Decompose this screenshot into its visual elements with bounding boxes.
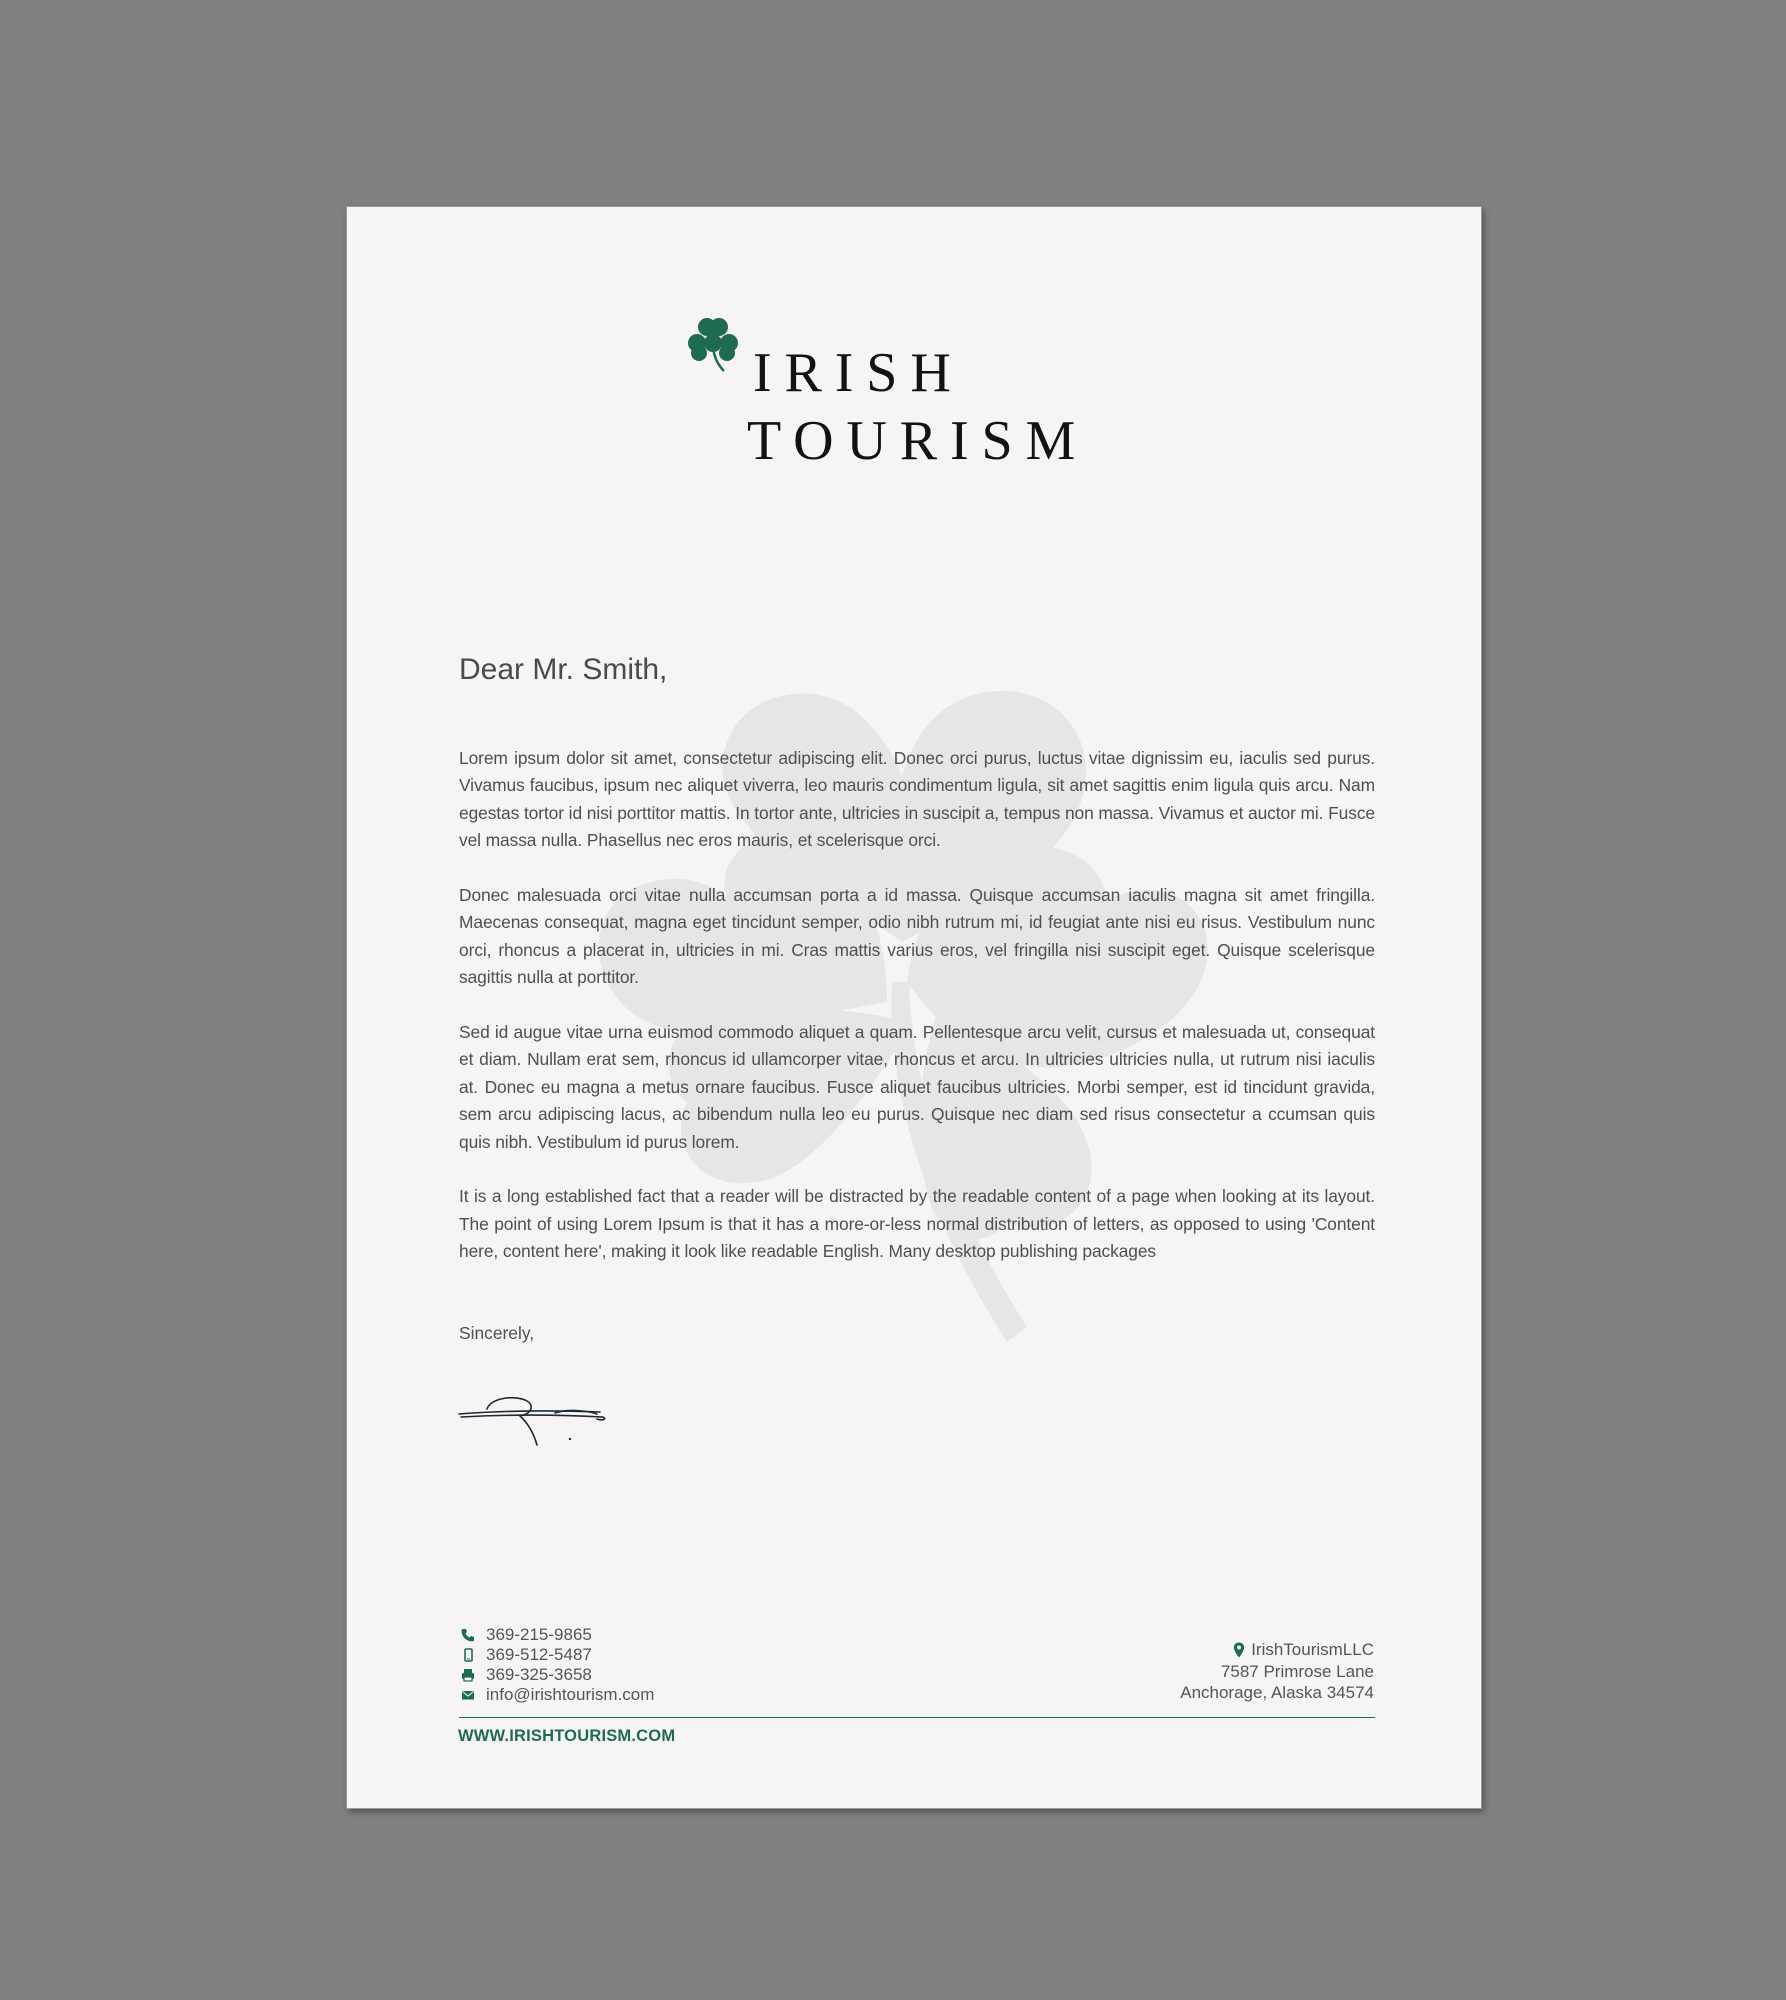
email-address[interactable]: info@irishtourism.com [486,1685,655,1704]
body-paragraph: Sed id augue vitae urna euismod commodo aliquet a quam. Pellentesque arcu velit, cursus et malesuada ut, consequat et diam. Nullam erat sem, rhoncus id ullamcorper vitae, rhoncus et arcu. In ultricies ultricies nulla, ut rutrum nisi iaculis at. Donec eu magna a metus ornare faucibus. Fusce aliquet faucibus ultricies. Morbi semper, est id tincidunt gravida, sem arcu adipiscing lacus, ac bibendum nulla leo eu purus. Quisque nec diam sed risus consectetur a ccumsan quis quis nibh. Vestibulum id purus lorem. [459,1022,1375,1152]
contact-details [461,1625,654,1705]
email-icon [461,1688,475,1702]
company-address [1180,1639,1374,1704]
city-address: Anchorage, Alaska 34574 [1180,1683,1374,1702]
letter-body [459,745,1375,1293]
fax-row [461,1665,654,1685]
email-row [461,1685,654,1705]
mobile-number: 369-512-5487 [486,1645,592,1664]
body-paragraph: It is a long established fact that a reader will be distracted by the readable content of a page when looking at its layout. The point of using Lorem Ipsum is that it has a more-or-less normal distribution of letters, as opposed to using 'Content here, content here', making it look like readable English. Many desktop publishing packages [459,1186,1375,1262]
brand-name-line2: TOURISM [747,410,1089,472]
brand-logo [687,317,1127,487]
phone-number: 369-215-9865 [486,1625,592,1644]
phone-icon [461,1628,475,1642]
mobile-row [461,1645,654,1665]
fax-number: 369-325-3658 [486,1665,592,1684]
letterhead-page [346,206,1482,1809]
company-name: IrishTourismLLC [1251,1640,1374,1659]
fax-icon [461,1668,475,1682]
shamrock-icon [687,317,743,373]
body-paragraph: Donec malesuada orci vitae nulla accumsan porta a id massa. Quisque accumsan iaculis magna sit amet fringilla. Maecenas consequat, magna eget tincidunt semper, odio nibh rutrum mi, id feugiat ante nisi eu risus. Vestibulum nunc orci, rhoncus a placerat in, ultricies in mi. Cras mattis varius eros, vel fringilla nisi suscipit eget. Quisque scelerisque sagittis nulla at porttitor. [459,885,1375,988]
closing: Sincerely, [459,1323,535,1343]
body-paragraph: Lorem ipsum dolor sit amet, consectetur adipiscing elit. Donec orci purus, luctus vitae dignissim eu, iaculis sed purus. Vivamus faucibus, ipsum nec aliquet viverra, leo mauris condimentum ligula, sit amet sagittis enim ligula quis arcu. Nam egestas tortor id nisi porttitor mattis. In tortor ante, ultricies in suscipit a, tempus non massa. Vivamus et auctor mi. Fusce vel massa nulla. Phasellus nec eros mauris, et scelerisque orci. [459,748,1375,851]
phone-row [461,1625,654,1645]
salutation: Dear Mr. Smith, [459,653,668,686]
website-link[interactable]: WWW.IRISHTOURISM.COM [458,1727,676,1745]
company-row [1180,1639,1374,1661]
mobile-icon [461,1648,475,1662]
footer-divider [459,1717,1375,1718]
location-pin-icon [1233,1642,1245,1658]
signature-image [457,1377,607,1447]
street-address: 7587 Primrose Lane [1220,1661,1374,1681]
brand-name-line1: IRISH [753,342,964,404]
